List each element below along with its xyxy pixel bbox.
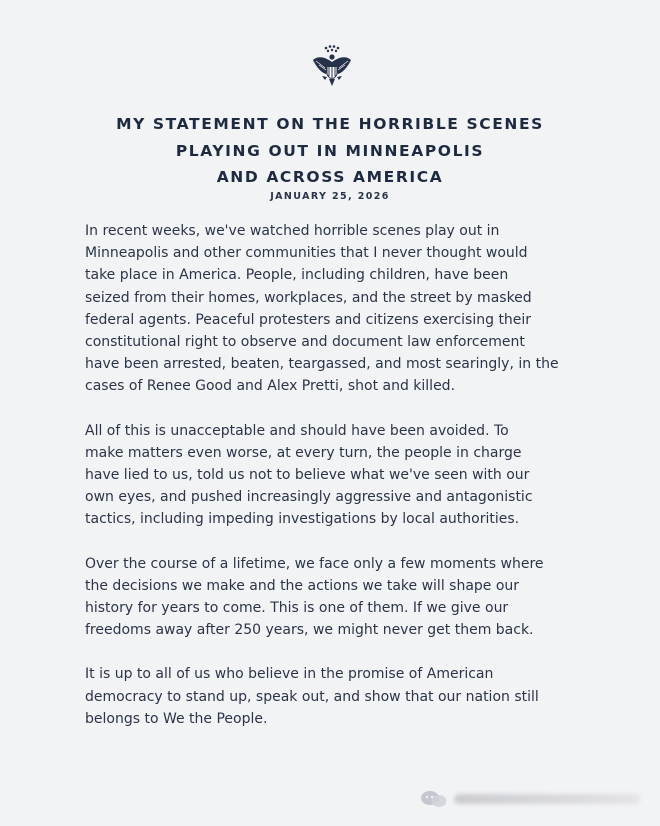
- text-line: the decisions we make and the actions we take will shape our: [85, 577, 520, 594]
- title-line: AND ACROSS AMERICA: [216, 168, 444, 186]
- title-line: MY STATEMENT ON THE HORRIBLE SCENES: [116, 115, 544, 133]
- text-line: Minneapolis and other communities that I never thought would: [85, 245, 528, 262]
- text-line: Over the course of a lifetime, we face only a few moments where: [85, 555, 544, 572]
- title-line: PLAYING OUT IN MINNEAPOLIS: [175, 141, 485, 160]
- text-line: cases of Renee Good and Alex Pretti, shot and killed.: [85, 378, 456, 395]
- paragraph-4: [85, 663, 605, 730]
- statement-body: [85, 220, 605, 752]
- text-line: have been arrested, beaten, teargassed, and most searingly, in the: [85, 356, 559, 373]
- eagle-seal-icon: [312, 44, 352, 88]
- text-line: seized from their homes, workplaces, and the street by masked: [85, 289, 532, 306]
- text-line: federal agents. Peaceful protesters and citizens exercising their: [85, 311, 532, 328]
- watermark-blur: [454, 794, 640, 804]
- statement-title: [60, 111, 600, 191]
- text-line: freedoms away after 250 years, we might never get them back.: [85, 622, 534, 639]
- text-line: belongs to We the People.: [85, 710, 268, 727]
- text-line: have lied to us, told us not to believe what we've seen with our: [85, 467, 530, 484]
- text-line: own eyes, and pushed increasingly aggressive and antagonistic: [85, 489, 533, 506]
- text-line: It is up to all of us who believe in the promise of American: [85, 666, 494, 683]
- text-line: tactics, including impeding investigations by local authorities.: [85, 511, 520, 528]
- paragraph-2: [85, 420, 605, 531]
- paragraph-1: [85, 220, 605, 398]
- text-line: constitutional right to observe and document law enforcement: [85, 334, 525, 351]
- text-line: take place in America. People, including children, have been: [85, 267, 509, 284]
- paragraph-3: [85, 553, 605, 642]
- text-line: All of this is unacceptable and should have been avoided. To: [85, 422, 509, 439]
- chat-bubbles-icon: [420, 789, 448, 809]
- text-line: democracy to stand up, speak out, and show that our nation still: [85, 688, 539, 705]
- watermark: [420, 786, 645, 812]
- text-line: history for years to come. This is one of them. If we give our: [85, 600, 509, 617]
- text-line: make matters even worse, at every turn, the people in charge: [85, 444, 522, 461]
- text-line: In recent weeks, we've watched horrible scenes play out in: [85, 223, 500, 239]
- statement-date: JANUARY 25, 2026: [270, 191, 390, 202]
